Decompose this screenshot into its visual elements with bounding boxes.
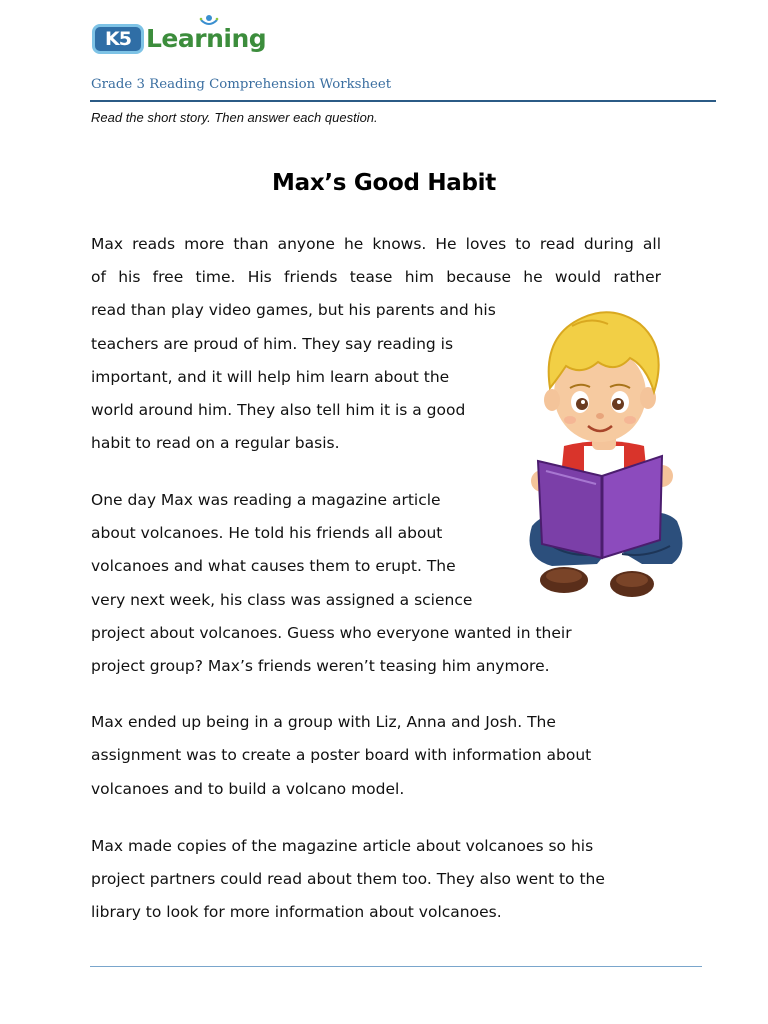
story-line: library to look for more information about volcanoes. xyxy=(91,903,502,921)
story-line: Max reads more than anyone he knows. He loves to read during all xyxy=(91,235,661,253)
story-line: project about volcanoes. Guess who everyone wanted in their xyxy=(91,624,572,642)
story-title: Max’s Good Habit xyxy=(272,170,496,196)
story-line: project partners could read about them too. They also went to the xyxy=(91,870,605,888)
instructions: Read the short story. Then answer each question. xyxy=(91,110,378,125)
story-line: assignment was to create a poster board with information about xyxy=(91,746,592,764)
footer-divider xyxy=(90,966,702,967)
story-line: Max ended up being in a group with Liz, Anna and Josh. The xyxy=(91,713,556,731)
story-line: volcanoes and to build a volcano model. xyxy=(91,780,405,798)
story-line: important, and it will help him learn about the xyxy=(91,368,450,386)
worksheet-subtitle: Grade 3 Reading Comprehension Worksheet xyxy=(91,77,392,92)
k5-learning-logo xyxy=(92,14,267,60)
story-line: habit to read on a regular basis. xyxy=(91,434,340,452)
story-line: very next week, his class was assigned a science xyxy=(91,591,473,609)
logo-figure-icon xyxy=(198,14,220,30)
story-line: project group? Max’s friends weren’t teasing him anymore. xyxy=(91,657,550,675)
story-line: One day Max was reading a magazine article xyxy=(91,491,441,509)
story-line: Max made copies of the magazine article about volcanoes so his xyxy=(91,837,594,855)
footer-cut-off-text xyxy=(93,985,693,989)
logo-wordmark: Learning xyxy=(146,24,267,53)
story-line: about volcanoes. He told his friends all about xyxy=(91,524,443,542)
header-divider xyxy=(90,100,716,102)
story-line: read than play video games, but his parents and his xyxy=(91,301,496,319)
logo-k5-badge: K5 xyxy=(92,24,144,54)
story-line: volcanoes and what causes them to erupt. The xyxy=(91,557,456,575)
story-line: teachers are proud of him. They say reading is xyxy=(91,335,454,353)
story-line: world around him. They also tell him it is a good xyxy=(91,401,466,419)
story-line: of his free time. His friends tease him because he would rather xyxy=(91,268,661,286)
boy-reading-book-icon xyxy=(512,296,694,606)
